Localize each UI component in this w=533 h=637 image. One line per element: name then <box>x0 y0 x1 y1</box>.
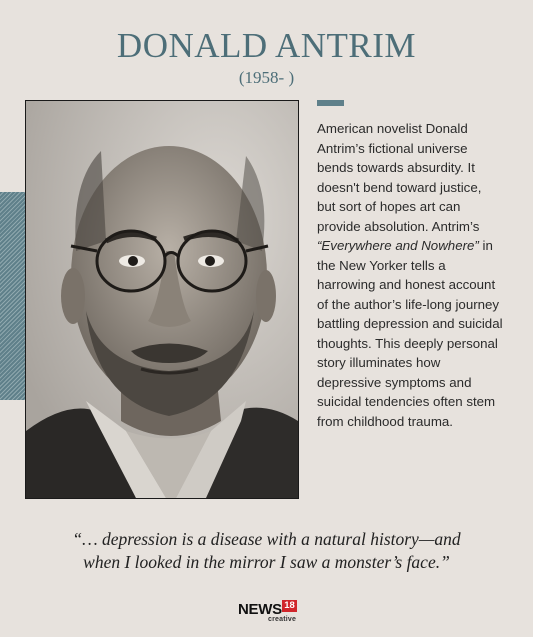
bio-text-before: American novelist Donald Antrim’s fictional universe bends towards absurdity. It doesn't bend toward justice, but sort of hopes art can provide absolution. Antrim’s <box>317 121 482 234</box>
bio-text-after: in the New Yorker tells a harrowing and honest account of the author’s life-long journey battling depression and suicidal thoughts. This deeply personal story illuminates how depressive symptoms and suicidal tendencies often stem from childhood trauma. <box>317 238 503 429</box>
news18-logo <box>238 599 298 625</box>
author-portrait <box>25 100 299 499</box>
logo-subtitle: creative <box>268 616 297 623</box>
quote-line-1: “… depression is a disease with a natural history—and <box>72 529 461 549</box>
life-years: (1958- ) <box>238 68 295 87</box>
pull-quote <box>0 528 533 574</box>
page-title: DONALD ANTRIM <box>116 26 417 65</box>
decorative-stripes <box>0 192 26 400</box>
logo-brand: NEWS <box>238 601 282 618</box>
logo-number: 18 <box>282 600 297 612</box>
article-title: “Everywhere and Nowhere” <box>317 238 479 253</box>
accent-bar <box>317 100 344 106</box>
quote-line-2: when I looked in the mirror I saw a monster’s face.” <box>83 552 450 572</box>
author-bio <box>317 119 503 431</box>
